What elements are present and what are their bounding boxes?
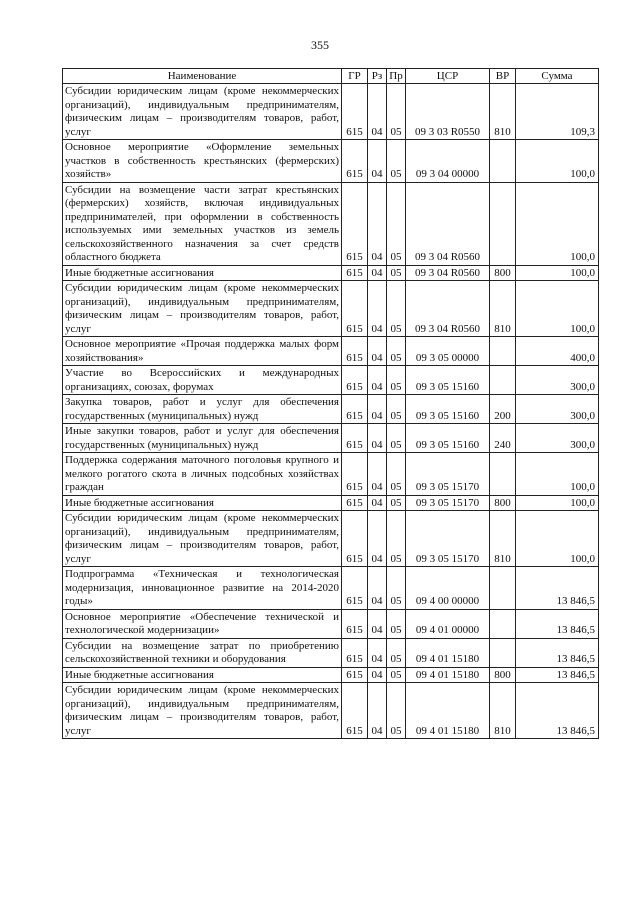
table-row: [63, 495, 599, 511]
cell-gr: 615: [342, 337, 368, 366]
cell-rz: 04: [368, 495, 387, 511]
cell-pr: 05: [387, 84, 406, 140]
header-name: Наименование: [63, 69, 342, 84]
cell-rz: 04: [368, 140, 387, 183]
cell-name: Субсидии юридическим лицам (кроме некоммерческих организаций), индивидуальным предпринимателям, физическим лицам – производителям товаров, работ, услуг: [63, 511, 342, 567]
cell-csr: 09 3 05 15170: [406, 511, 490, 567]
cell-csr: 09 3 05 15160: [406, 395, 490, 424]
cell-name: Иные бюджетные ассигнования: [63, 265, 342, 281]
table-row: [63, 366, 599, 395]
cell-csr: 09 4 00 00000: [406, 567, 490, 610]
table-row: [63, 182, 599, 265]
cell-csr: 09 4 01 15180: [406, 667, 490, 683]
cell-gr: 615: [342, 511, 368, 567]
table-row: [63, 395, 599, 424]
table-row: [63, 453, 599, 496]
cell-gr: 615: [342, 609, 368, 638]
cell-rz: 04: [368, 265, 387, 281]
cell-pr: 05: [387, 667, 406, 683]
table-row: [63, 281, 599, 337]
cell-pr: 05: [387, 609, 406, 638]
cell-name: Основное мероприятие «Обеспечение технической и технологической модернизации»: [63, 609, 342, 638]
cell-vr: 200: [490, 395, 516, 424]
cell-sum: 100,0: [516, 182, 599, 265]
table-row: [63, 140, 599, 183]
cell-rz: 04: [368, 84, 387, 140]
cell-sum: 109,3: [516, 84, 599, 140]
cell-name: Субсидии на возмещение части затрат крестьянских (фермерских) хозяйств, включая индивидуальных предпринимателей, при оформлении в собственность используемых ими земельных участков из земель сельскохозяйственного назначения за счет средств областного бюджета: [63, 182, 342, 265]
cell-sum: 100,0: [516, 281, 599, 337]
cell-sum: 100,0: [516, 453, 599, 496]
cell-gr: 615: [342, 140, 368, 183]
cell-vr: [490, 337, 516, 366]
cell-rz: 04: [368, 609, 387, 638]
cell-pr: 05: [387, 265, 406, 281]
cell-pr: 05: [387, 683, 406, 739]
cell-vr: 800: [490, 667, 516, 683]
cell-gr: 615: [342, 495, 368, 511]
cell-csr: 09 3 04 R0560: [406, 182, 490, 265]
table-row: [63, 511, 599, 567]
cell-name: Субсидии юридическим лицам (кроме некоммерческих организаций), индивидуальным предпринимателям, физическим лицам – производителям товаров, работ, услуг: [63, 683, 342, 739]
cell-pr: 05: [387, 453, 406, 496]
cell-vr: [490, 366, 516, 395]
cell-gr: 615: [342, 667, 368, 683]
cell-vr: 810: [490, 84, 516, 140]
cell-name: Иные бюджетные ассигнования: [63, 495, 342, 511]
cell-sum: 13 846,5: [516, 667, 599, 683]
cell-sum: 13 846,5: [516, 683, 599, 739]
cell-vr: 810: [490, 683, 516, 739]
cell-rz: 04: [368, 182, 387, 265]
cell-pr: 05: [387, 366, 406, 395]
cell-vr: [490, 609, 516, 638]
cell-name: Подпрограмма «Техническая и технологическая модернизация, инновационное развитие на 2014-2020 годы»: [63, 567, 342, 610]
cell-sum: 13 846,5: [516, 567, 599, 610]
cell-pr: 05: [387, 424, 406, 453]
cell-csr: 09 3 05 00000: [406, 337, 490, 366]
cell-vr: [490, 182, 516, 265]
cell-rz: 04: [368, 567, 387, 610]
budget-table: [62, 68, 599, 739]
header-csr: ЦСР: [406, 69, 490, 84]
cell-pr: 05: [387, 495, 406, 511]
table-row: [63, 84, 599, 140]
header-sum: Сумма: [516, 69, 599, 84]
cell-sum: 13 846,5: [516, 638, 599, 667]
header-vr: ВР: [490, 69, 516, 84]
cell-sum: 100,0: [516, 140, 599, 183]
cell-rz: 04: [368, 638, 387, 667]
table-row: [63, 683, 599, 739]
cell-csr: 09 3 05 15160: [406, 424, 490, 453]
cell-name: Основное мероприятие «Оформление земельных участков в собственность крестьянских (фермерских) хозяйств»: [63, 140, 342, 183]
cell-name: Субсидии юридическим лицам (кроме некоммерческих организаций), индивидуальным предпринимателям, физическим лицам – производителям товаров, работ, услуг: [63, 281, 342, 337]
table-row: [63, 424, 599, 453]
cell-pr: 05: [387, 567, 406, 610]
cell-name: Участие во Всероссийских и международных организациях, союзах, форумах: [63, 366, 342, 395]
cell-rz: 04: [368, 395, 387, 424]
cell-pr: 05: [387, 140, 406, 183]
header-pr: Пр: [387, 69, 406, 84]
cell-rz: 04: [368, 281, 387, 337]
cell-sum: 300,0: [516, 424, 599, 453]
table-row: [63, 609, 599, 638]
table-body: [63, 84, 599, 739]
cell-vr: [490, 567, 516, 610]
cell-sum: 400,0: [516, 337, 599, 366]
cell-sum: 300,0: [516, 366, 599, 395]
cell-vr: 810: [490, 511, 516, 567]
cell-name: Закупка товаров, работ и услуг для обеспечения государственных (муниципальных) нужд: [63, 395, 342, 424]
cell-csr: 09 3 03 R0550: [406, 84, 490, 140]
cell-gr: 615: [342, 265, 368, 281]
header-rz: Рз: [368, 69, 387, 84]
cell-rz: 04: [368, 337, 387, 366]
cell-name: Поддержка содержания маточного поголовья крупного и мелкого рогатого скота в личных подсобных хозяйствах граждан: [63, 453, 342, 496]
cell-name: Иные бюджетные ассигнования: [63, 667, 342, 683]
cell-csr: 09 3 05 15170: [406, 453, 490, 496]
cell-csr: 09 3 05 15160: [406, 366, 490, 395]
table-header-row: [63, 69, 599, 84]
cell-vr: 810: [490, 281, 516, 337]
cell-name: Основное мероприятие «Прочая поддержка малых форм хозяйствования»: [63, 337, 342, 366]
cell-csr: 09 3 04 R0560: [406, 281, 490, 337]
cell-pr: 05: [387, 395, 406, 424]
cell-pr: 05: [387, 511, 406, 567]
cell-gr: 615: [342, 424, 368, 453]
cell-sum: 13 846,5: [516, 609, 599, 638]
cell-rz: 04: [368, 366, 387, 395]
cell-vr: 800: [490, 265, 516, 281]
cell-gr: 615: [342, 84, 368, 140]
cell-name: Субсидии на возмещение затрат по приобретению сельскохозяйственной техники и оборудования: [63, 638, 342, 667]
cell-rz: 04: [368, 453, 387, 496]
table-row: [63, 667, 599, 683]
cell-vr: 240: [490, 424, 516, 453]
cell-csr: 09 4 01 00000: [406, 609, 490, 638]
cell-sum: 100,0: [516, 265, 599, 281]
cell-gr: 615: [342, 366, 368, 395]
cell-pr: 05: [387, 638, 406, 667]
table-row: [63, 337, 599, 366]
cell-pr: 05: [387, 182, 406, 265]
cell-sum: 100,0: [516, 495, 599, 511]
cell-gr: 615: [342, 182, 368, 265]
cell-sum: 300,0: [516, 395, 599, 424]
table-row: [63, 638, 599, 667]
cell-name: Иные закупки товаров, работ и услуг для обеспечения государственных (муниципальных) нужд: [63, 424, 342, 453]
table-row: [63, 265, 599, 281]
cell-csr: 09 3 04 R0560: [406, 265, 490, 281]
cell-gr: 615: [342, 453, 368, 496]
cell-csr: 09 4 01 15180: [406, 638, 490, 667]
cell-gr: 615: [342, 395, 368, 424]
cell-vr: [490, 638, 516, 667]
cell-vr: 800: [490, 495, 516, 511]
cell-csr: 09 4 01 15180: [406, 683, 490, 739]
cell-rz: 04: [368, 683, 387, 739]
cell-csr: 09 3 05 15170: [406, 495, 490, 511]
cell-sum: 100,0: [516, 511, 599, 567]
table-row: [63, 567, 599, 610]
cell-gr: 615: [342, 567, 368, 610]
page-number: 355: [311, 38, 329, 52]
cell-gr: 615: [342, 683, 368, 739]
cell-gr: 615: [342, 281, 368, 337]
cell-rz: 04: [368, 424, 387, 453]
cell-vr: [490, 453, 516, 496]
cell-pr: 05: [387, 337, 406, 366]
cell-pr: 05: [387, 281, 406, 337]
header-gr: ГР: [342, 69, 368, 84]
cell-name: Субсидии юридическим лицам (кроме некоммерческих организаций), индивидуальным предпринимателям, физическим лицам – производителям товаров, работ, услуг: [63, 84, 342, 140]
cell-csr: 09 3 04 00000: [406, 140, 490, 183]
cell-rz: 04: [368, 667, 387, 683]
cell-vr: [490, 140, 516, 183]
cell-gr: 615: [342, 638, 368, 667]
cell-rz: 04: [368, 511, 387, 567]
